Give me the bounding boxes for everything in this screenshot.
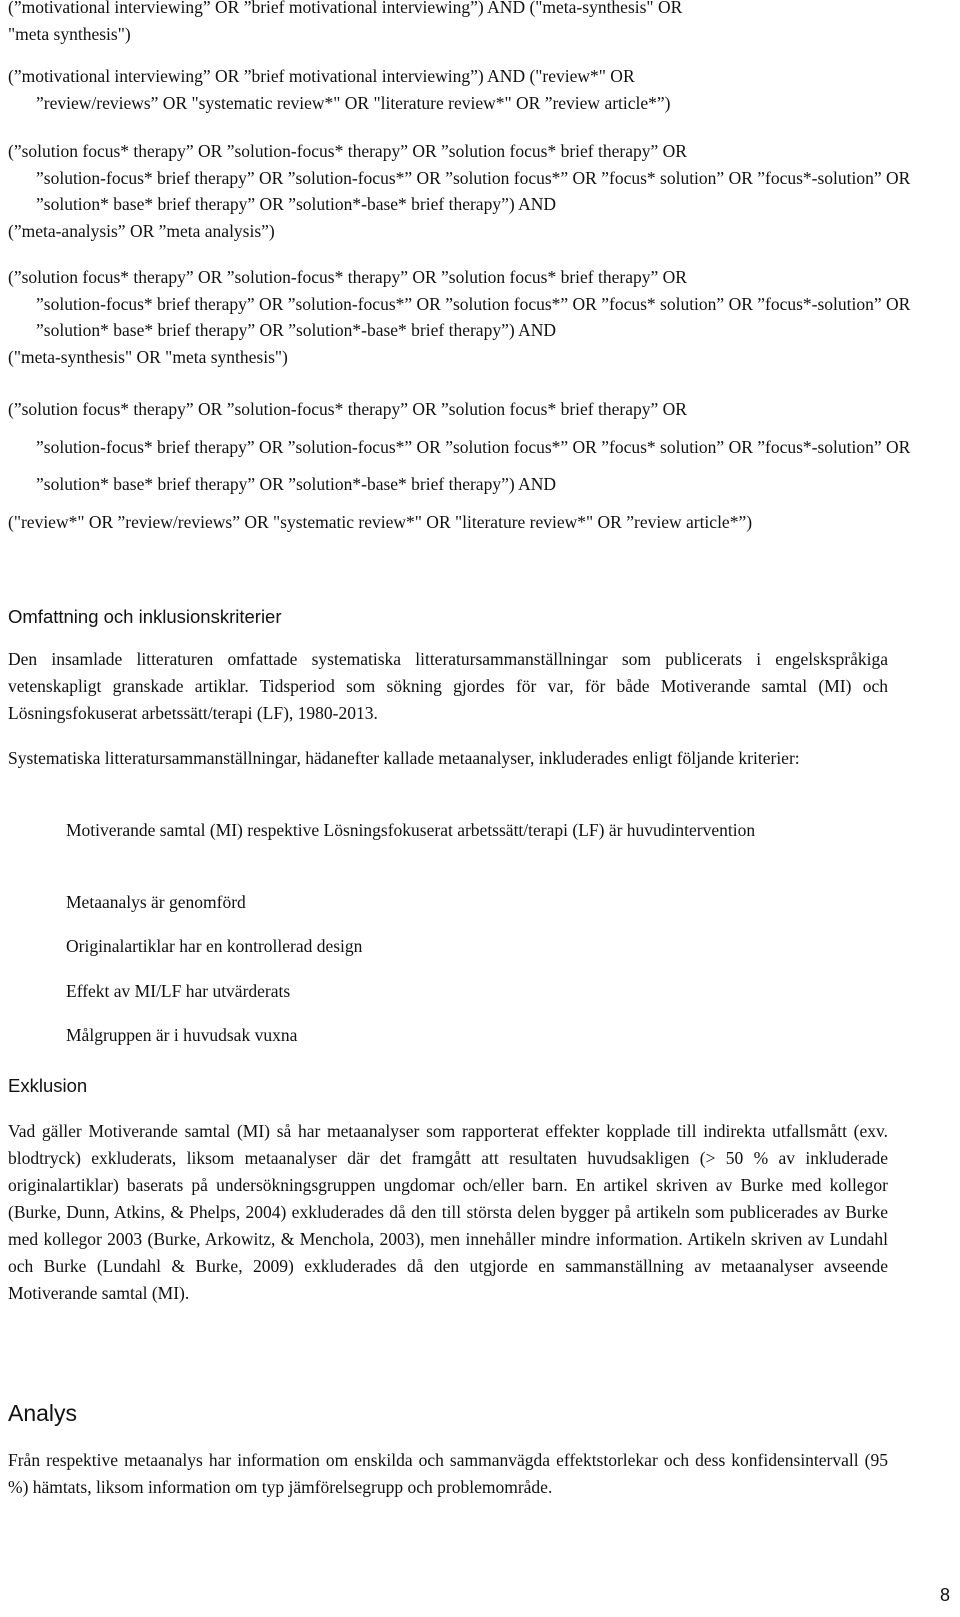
search-query-line: (”meta-analysis” OR ”meta analysis”) xyxy=(8,220,275,241)
search-query-line: (”solution focus* therapy” OR ”solution-focus* therapy” OR ”solution focus* brief therapy” OR xyxy=(8,141,687,161)
search-query-3 xyxy=(8,138,948,244)
search-query-line: ”solution-focus* brief therapy” OR ”solution-focus*” OR ”solution focus*” OR ”focus* solution” OR ”focus*-solution” OR ”solution* base* brief therapy” OR ”solution*-base* brief therapy”) AND xyxy=(36,167,911,214)
section-heading-scope: Omfattning och inklusionskriterier xyxy=(8,606,282,627)
section-heading-analysis: Analys xyxy=(8,1400,78,1426)
search-query-line: "meta synthesis") xyxy=(8,23,131,44)
search-query-line: ("meta-synthesis" OR "meta synthesis") xyxy=(8,346,288,367)
scope-paragraph-1: Den insamlade litteraturen omfattade systematiska litteratursammanställningar som publicerats i engelskspråkiga vetenskapligt granskade artiklar. Tidsperiod som sökning gjordes för var, för både Motiverande samtal (MI) och Lösningsfokuserat arbetssätt/terapi (LF), 1980-2013. xyxy=(8,649,888,723)
criteria-item: Originalartiklar har en kontrollerad design xyxy=(66,936,363,956)
search-query-1 xyxy=(8,0,948,47)
search-query-line: (”motivational interviewing” OR ”brief motivational interviewing”) AND ("review*" OR xyxy=(8,66,635,86)
search-query-line: ”solution-focus* brief therapy” OR ”solution-focus*” OR ”solution focus*” OR ”focus* solution” OR ”focus*-solution” OR ”solution* base* brief therapy” OR ”solution*-base* brief therapy”) AND xyxy=(36,436,911,494)
search-query-line: ”solution-focus* brief therapy” OR ”solution-focus*” OR ”solution focus*” OR ”focus* solution” OR ”focus*-solution” OR ”solution* base* brief therapy” OR ”solution*-base* brief therapy”) AND xyxy=(36,293,911,340)
criteria-item: Motiverande samtal (MI) respektive Lösningsfokuserat arbetssätt/terapi (LF) är huvudintervention xyxy=(66,820,756,840)
page-number: 8 xyxy=(939,1585,950,1605)
search-query-4 xyxy=(8,264,948,370)
search-query-line: (”solution focus* therapy” OR ”solution-focus* therapy” OR ”solution focus* brief therapy” OR xyxy=(8,267,687,287)
search-query-line: ("review*" OR ”review/reviews” OR "systematic review*" OR "literature review*" OR ”review article*”) xyxy=(8,511,753,532)
search-query-line: (”solution focus* therapy” OR ”solution-focus* therapy” OR ”solution focus* brief therapy” OR xyxy=(8,399,687,419)
scope-paragraph-2: Systematiska litteratursammanställningar, hädanefter kallade metaanalyser, inkluderades enligt följande kriterier: xyxy=(8,748,800,768)
search-query-5 xyxy=(8,391,948,541)
section-heading-exclusion: Exklusion xyxy=(8,1075,88,1096)
exclusion-paragraph: Vad gäller Motiverande samtal (MI) så har metaanalyser som rapporterat effekter kopplade till indirekta utfallsmått (exv. blodtryck) exkluderats, liksom metaanalyser där det framgått att resultaten huvudsakligen (> 50 % av inkluderade originalartiklar) baserats på undersökningsgruppen ungdomar och/eller barn. En artikel skriven av Burke med kollegor (Burke, Dunn, Atkins, & Phelps, 2004) exkluderades då den till största delen bygger på artikeln som publicerades av Burke med kollegor 2003 (Burke, Arkowitz, & Menchola, 2003), men innehåller mindre information. Artikeln skriven av Lundahl och Burke (Lundahl & Burke, 2009) exkluderades då den utgjorde en sammanställning av metaanalyser avseende Motiverande samtal (MI). xyxy=(8,1121,888,1303)
analysis-paragraph: Från respektive metaanalys har information om enskilda och sammanvägda effektstorlekar och dess konfidensintervall (95 %) hämtats, liksom information om typ jämförelsegrupp och problemområde. xyxy=(8,1450,888,1497)
criteria-item: Målgruppen är i huvudsak vuxna xyxy=(66,1025,298,1045)
criteria-item: Metaanalys är genomförd xyxy=(66,892,246,912)
search-query-line: (”motivational interviewing” OR ”brief motivational interviewing”) AND ("meta-synthesis" OR xyxy=(8,0,683,17)
criteria-item: Effekt av MI/LF har utvärderats xyxy=(66,981,291,1001)
search-query-2 xyxy=(8,63,948,116)
search-query-line: ”review/reviews” OR "systematic review*" OR "literature review*" OR ”review article*”) xyxy=(36,92,671,113)
